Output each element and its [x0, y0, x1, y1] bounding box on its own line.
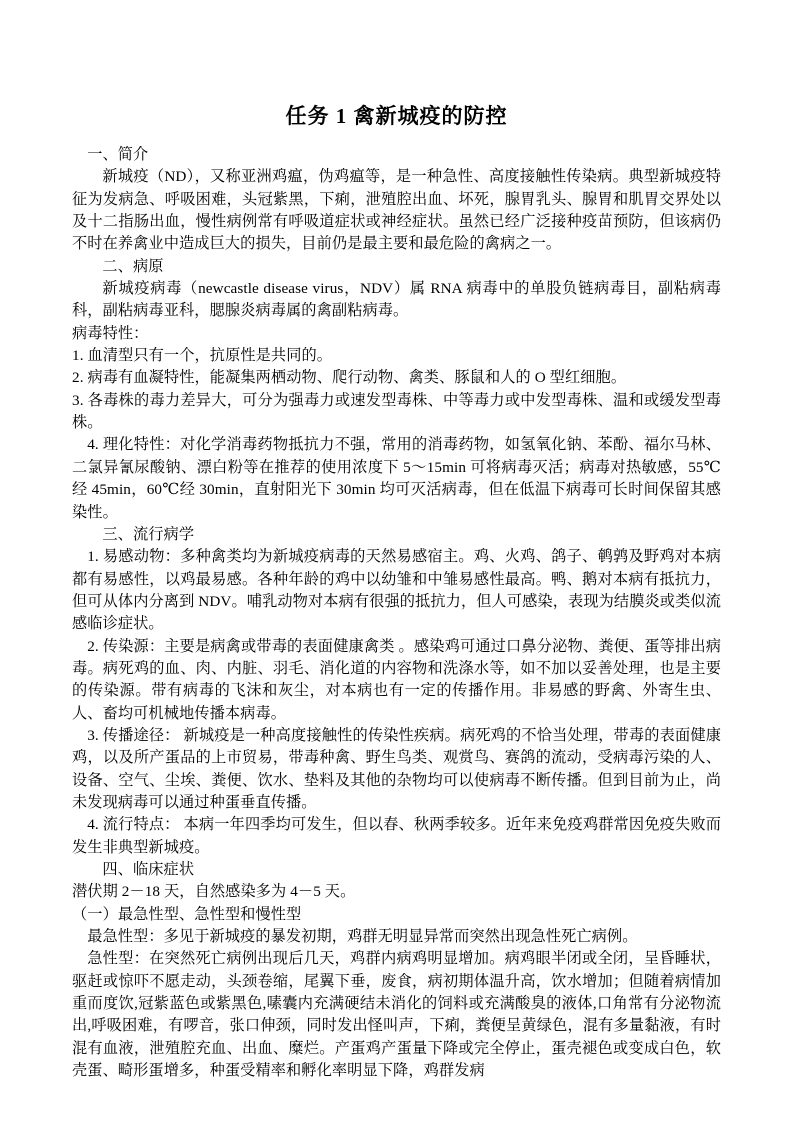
paragraph-epi-2: 2. 传染源：主要是病禽或带毒的表面健康禽类 。感染鸡可通过口鼻分泌物、粪便、蛋等排出病毒。病死鸡的血、肉、内脏、羽毛、消化道的内容物和洗涤水等，如不加以妥善处理，也是主要的传染源。带有病毒的飞沫和灰尘，对本病也有一定的传播作用。非易感的野禽、外寄生虫、人、畜均可机械地传播本病毒。 — [72, 637, 721, 722]
document-body — [72, 144, 721, 1082]
paragraph-epi-1: 1. 易感动物：多种禽类均为新城疫病毒的天然易感宿主。鸡、火鸡、鸽子、鹌鹑及野鸡对本病都有易感性，以鸡最易感。各种年龄的鸡中以幼雏和中雏易感性最高。鸭、鹅对本病有抵抗力，但可从体内分离到 NDV。哺乳动物对本病有很强的抵抗力，但人可感染，表现为结膜炎或类似流感临诊症状。 — [72, 548, 721, 633]
section-heading-clinical: 四、临床症状 — [102, 861, 195, 878]
section-heading-epidemiology: 三、流行病学 — [102, 525, 195, 543]
paragraph-pathogen: 新城疫病毒（newcastle disease virus，NDV）属 RNA 病毒中的单股负链病毒目，副粘病毒科，副粘病毒亚科，腮腺炎病毒属的禽副粘病毒。 — [72, 280, 721, 320]
paragraph-virus-1: 1. 血清型只有一个，抗原性是共同的。 — [72, 347, 333, 365]
paragraph-clinical-peracute: 最急性型：多见于新城疫的暴发初期，鸡群无明显异常而突然出现急性死亡病例。 — [87, 928, 638, 946]
paragraph-intro: 新城疫（ND），又称亚洲鸡瘟，伪鸡瘟等，是一种急性、高度接触性传染病。典型新城疫特征为发病急、呼吸困难，头冠紫黑，下痢，泄殖腔出血、坏死，腺胃乳头、腺胃和肌胃交界处以及十二指肠出血，慢性病例常有呼吸道症状或神经症状。虽然已经广泛接种疫苗预防，但该病仍不时在养禽业中造成巨大的损失，目前仍是最主要和最危险的禽病之一。 — [72, 168, 721, 253]
paragraph-virus-4: 4. 理化特性：对化学消毒药物抵抗力不强，常用的消毒药物，如氢氧化钠、苯酚、福尔马林、二氯异氰尿酸钠、漂白粉等在推荐的使用浓度下 5～15min 可将病毒灭活；病毒对热敏感，55℃经 45min，60℃经 30min，直射阳光下 30min 均可灭活病毒，但在低温下病毒可长时间保留其感染性。 — [72, 436, 721, 521]
paragraph-epi-4: 4. 流行特点： 本病一年四季均可发生，但以春、秋两季较多。近年来免疫鸡群常因免疫失败而发生非典型新城疫。 — [72, 816, 721, 856]
section-heading-intro: 一、简介 — [87, 146, 149, 163]
paragraph-virus-2: 2. 病毒有血凝特性，能凝集两栖动物、爬行动物、禽类、豚鼠和人的 O 型红细胞。 — [72, 369, 627, 387]
subheading-virus-characteristics: 病毒特性： — [72, 324, 149, 342]
paragraph-clinical-acute: 急性型：在突然死亡病例出现后几天，鸡群内病鸡明显增加。病鸡眼半闭或全闭，呈昏睡状，驱赶或惊吓不愿走动，头颈卷缩，尾翼下垂，废食，病初期体温升高，饮水增加；但随着病情加重而度饮,冠紫蓝色或紫黑色,嗉囊内充满硬结未消化的饲料或充满酸臭的液体,口角常有分泌物流出,呼吸困难，有啰音，张口伸颈，同时发出怪叫声，下痢，粪便呈黄绿色，混有多量黏液，有时混有血液，泄殖腔充血、出血、糜烂。产蛋鸡产蛋量下降或完全停止，蛋壳褪色或变成白色，软壳蛋、畸形蛋增多，种蛋受精率和孵化率明显下降，鸡群发病 — [72, 950, 721, 1080]
paragraph-virus-3: 3. 各毒株的毒力差异大，可分为强毒力或速发型毒株、中等毒力或中发型毒株、温和或缓发型毒株。 — [72, 391, 721, 432]
section-heading-pathogen: 二、病原 — [102, 257, 164, 275]
paragraph-epi-3: 3. 传播途径： 新城疫是一种高度接触性的传染性疾病。病死鸡的不恰当处理，带毒的表面健康鸡，以及所产蛋品的上市贸易，带毒种禽、野生鸟类、观赏鸟、赛鸽的流动，受病毒污染的人、设备、空气、尘埃、粪便、饮水、垫料及其他的杂物均可以使病毒不断传播。但到目前为止，尚未发现病毒可以通过种蛋垂直传播。 — [72, 726, 721, 811]
paragraph-clinical-incubation: 潜伏期 2－18 天，自然感染多为 4－5 天。 — [72, 883, 356, 901]
subheading-clinical-types: （一）最急性型、急性型和慢性型 — [72, 905, 302, 923]
page-title: 任务 1 禽新城疫的防控 — [285, 104, 508, 128]
